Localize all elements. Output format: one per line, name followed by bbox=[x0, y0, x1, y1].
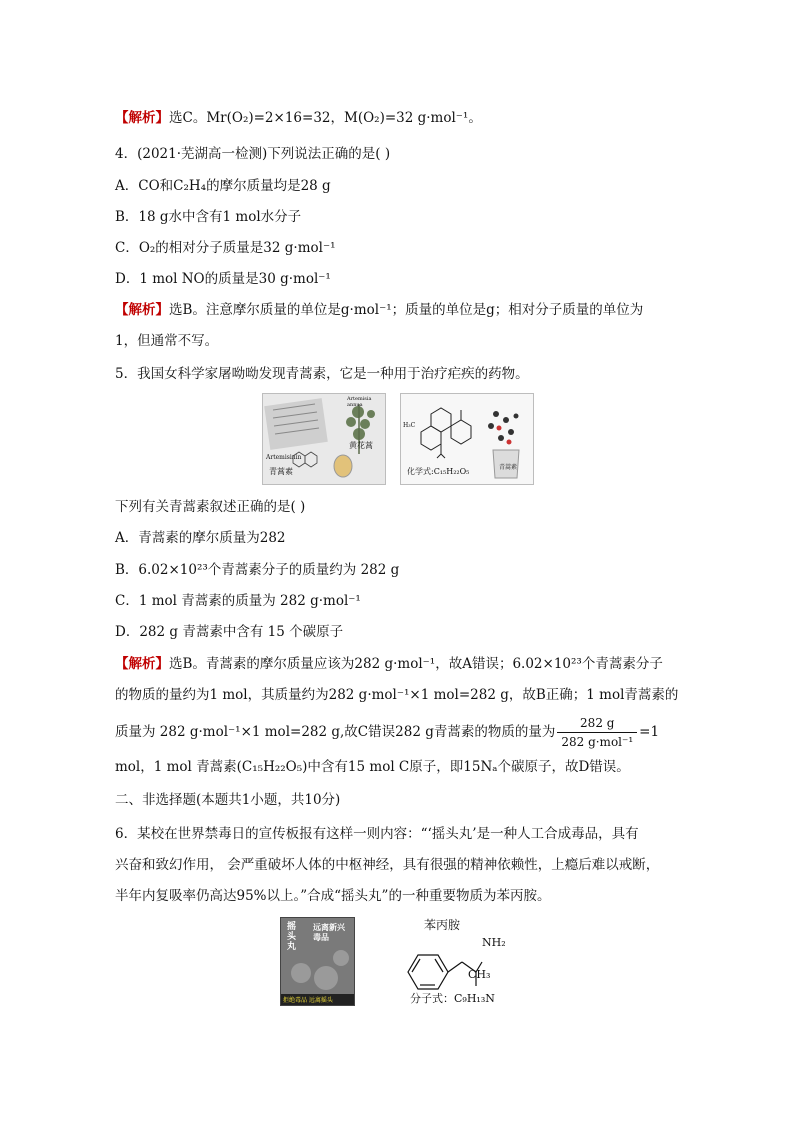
fraction-numerator: 282 g bbox=[557, 714, 637, 733]
artemisinin-photo bbox=[262, 393, 386, 485]
q5-option-d: D．282 g 青蒿素中含有 15 个碳原子 bbox=[115, 624, 344, 640]
question-6-line-1: 6．某校在世界禁毒日的宣传板报有这样一则内容：“‘摇头丸’是一种人工合成毒品，具有 bbox=[115, 826, 639, 842]
analysis-text: 质量为 282 g·mol⁻¹×1 mol=282 g,故C错误282 g青蒿素的物质的量为 bbox=[115, 724, 556, 740]
q4-option-d: D．1 mol NO的质量是30 g·mol⁻¹ bbox=[115, 271, 331, 287]
fraction bbox=[557, 714, 637, 751]
analysis-text: 选C。Mr(O₂)=2×16=32，M(O₂)=32 g·mol⁻¹。 bbox=[169, 110, 482, 126]
poster-title-2: 远离新兴毒品 bbox=[313, 922, 345, 942]
poster-footer: 拒绝毒品 远离摇头 bbox=[283, 997, 333, 1004]
artemisinin-formula: 化学式:C₁₅H₂₂O₅ bbox=[407, 467, 470, 476]
question-4: 4．(2021·芜湖高一检测)下列说法正确的是( ) bbox=[115, 146, 391, 162]
q4-option-b: B．18 g水中含有1 mol水分子 bbox=[115, 209, 302, 225]
analysis-text: 选B。青蒿素的摩尔质量应该为282 g·mol⁻¹，故A错误；6.02×10²³个青蒿素分子 bbox=[169, 656, 663, 672]
q4-option-a: A．CO和C₂H₄的摩尔质量均是28 g bbox=[115, 178, 331, 194]
question-5: 5．我国女科学家屠呦呦发现青蒿素，它是一种用于治疗疟疾的药物。 bbox=[115, 366, 529, 382]
question-5-stem: 下列有关青蒿素叙述正确的是( ) bbox=[115, 499, 306, 515]
analysis-line-3 bbox=[115, 108, 482, 128]
artemisinin-label-en: Artemisinin bbox=[266, 454, 302, 461]
analysis-4-line-1 bbox=[115, 300, 643, 320]
question-6-line-3: 半年内复吸率仍高达95%以上。”合成“摇头丸”的一种重要物质为苯丙胺。 bbox=[115, 888, 551, 904]
analysis-text: 选B。注意摩尔质量的单位是g·mol⁻¹；质量的单位是g；相对分子质量的单位为 bbox=[169, 302, 644, 318]
analysis-5-line-1 bbox=[115, 654, 663, 674]
bottle-label: 青蒿素 bbox=[499, 464, 518, 471]
artemisinin-structure bbox=[400, 393, 534, 485]
analysis-tag: 【解析】 bbox=[115, 302, 169, 318]
ch3-label: H₃C bbox=[403, 422, 416, 429]
section-2-heading: 二、非选择题(本题共1小题，共10分) bbox=[115, 792, 341, 808]
q5-option-c: C．1 mol 青蒿素的质量为 282 g·mol⁻¹ bbox=[115, 593, 361, 609]
ch3-label: CH₃ bbox=[468, 968, 491, 981]
anti-drug-poster bbox=[280, 917, 355, 1006]
question-6-line-2: 兴奋和致幻作用， 会严重破坏人体的中枢神经，具有很强的精神依赖性，上瘾后难以戒断， bbox=[115, 857, 660, 873]
analysis-5-line-3 bbox=[115, 714, 659, 751]
analysis-tag: 【解析】 bbox=[115, 110, 169, 126]
analysis-text-end: =1 bbox=[639, 724, 660, 740]
analysis-5-line-4: mol，1 mol 青蒿素(C₁₅H₂₂O₅)中含有15 mol C原子，即15Nₐ个碳原子，故D错误。 bbox=[115, 759, 630, 775]
amphetamine-title: 苯丙胺 bbox=[424, 918, 461, 932]
q4-option-c: C．O₂的相对分子质量是32 g·mol⁻¹ bbox=[115, 240, 336, 256]
plant-label-cn: 黄花蒿 bbox=[349, 441, 373, 450]
q5-option-b: B．6.02×10²³个青蒿素分子的质量约为 282 g bbox=[115, 562, 400, 578]
analysis-4-line-2: 1，但通常不写。 bbox=[115, 333, 219, 349]
amphetamine-structure bbox=[400, 916, 520, 1008]
poster-title-1: 摇头丸 bbox=[287, 922, 297, 952]
q5-option-a: A．青蒿素的摩尔质量为282 bbox=[115, 530, 286, 546]
plant-label-latin: Artemisia annua bbox=[347, 396, 372, 408]
analysis-5-line-2: 的物质的量约为1 mol，其质量约为282 g·mol⁻¹×1 mol=282 g，故B正确；1 mol青蒿素的 bbox=[115, 687, 679, 703]
artemisinin-label-cn: 青蒿素 bbox=[269, 467, 293, 476]
amphetamine-formula: 分子式：C₉H₁₃N bbox=[410, 992, 495, 1005]
fraction-denominator: 282 g·mol⁻¹ bbox=[561, 735, 634, 749]
analysis-tag: 【解析】 bbox=[115, 656, 169, 672]
nh2-label: NH₂ bbox=[482, 936, 506, 949]
